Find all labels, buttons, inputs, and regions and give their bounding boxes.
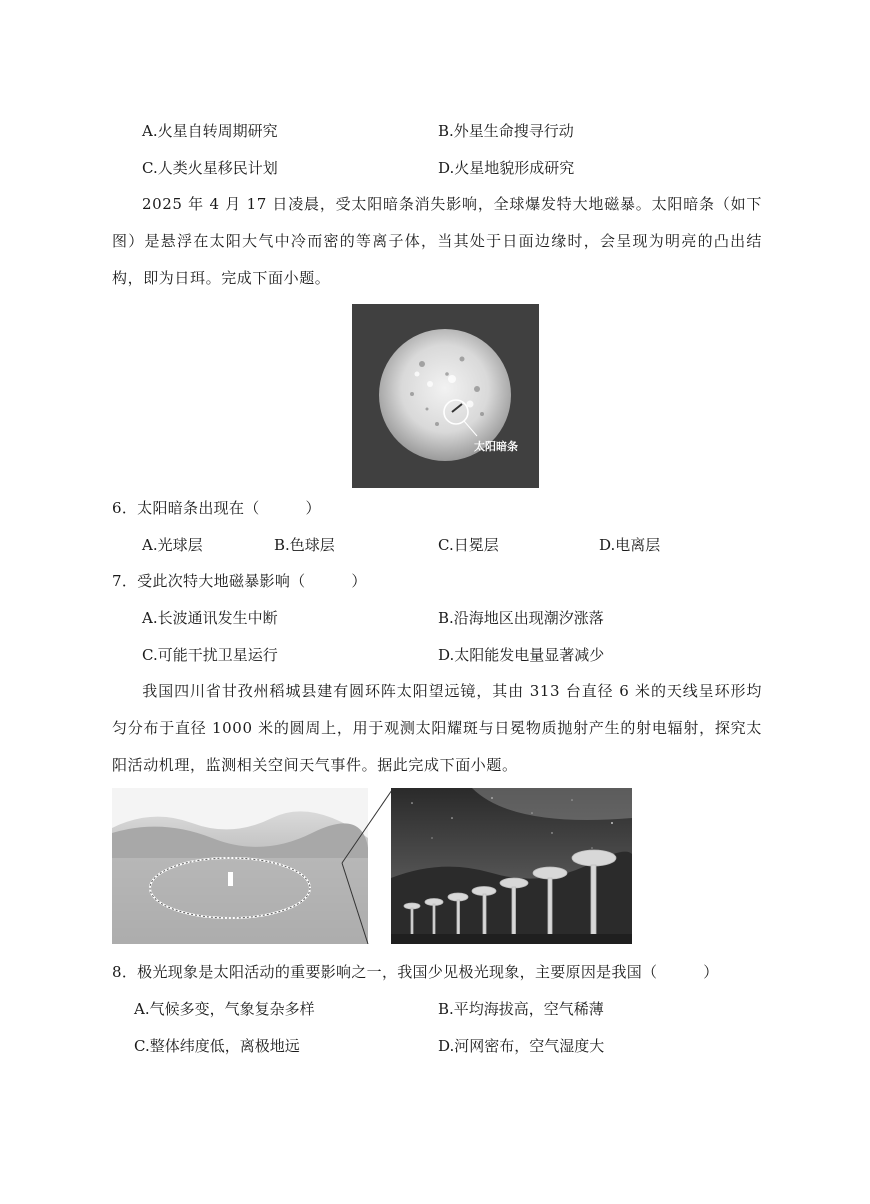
q8-stem: 8．极光现象是太阳活动的重要影响之一，我国少见极光现象，主要原因是我国（ ） bbox=[112, 963, 719, 981]
option-text: 人类火星移民计划 bbox=[157, 159, 278, 177]
figure-caption: 太阳暗条 bbox=[474, 440, 518, 453]
q6-option-b bbox=[274, 534, 335, 555]
q8-option-c bbox=[134, 1035, 300, 1056]
option-label: B. bbox=[438, 1000, 454, 1018]
q6-option-c bbox=[438, 534, 499, 555]
q8-option-b bbox=[438, 998, 604, 1019]
q6-option-a bbox=[142, 534, 203, 555]
q7-option-d bbox=[438, 644, 604, 665]
option-text: 日冕层 bbox=[453, 536, 499, 554]
option-text: 外星生命搜寻行动 bbox=[453, 122, 574, 140]
option-text: 电离层 bbox=[615, 536, 661, 554]
q8-option-a bbox=[134, 998, 315, 1019]
option-text: 河网密布，空气湿度大 bbox=[454, 1037, 605, 1055]
option-text: 火星自转周期研究 bbox=[157, 122, 278, 140]
q6-stem: 6．太阳暗条出现在（ ） bbox=[112, 499, 321, 517]
option-label: A. bbox=[142, 609, 158, 627]
q8-option-d bbox=[438, 1035, 604, 1056]
option-label: C. bbox=[142, 159, 158, 177]
option-text: 可能干扰卫星运行 bbox=[157, 646, 278, 664]
option-text: 沿海地区出现潮汐涨落 bbox=[453, 609, 604, 627]
option-text: 光球层 bbox=[157, 536, 203, 554]
q5-option-c bbox=[142, 157, 278, 178]
q7-option-a bbox=[142, 607, 278, 628]
option-label: B. bbox=[274, 536, 290, 554]
q6-option-d bbox=[599, 534, 660, 555]
q5-option-b bbox=[438, 120, 574, 141]
telescope-photos bbox=[112, 788, 632, 944]
option-label: C. bbox=[142, 646, 158, 664]
option-label: D. bbox=[438, 159, 455, 177]
option-text: 长波通讯发生中断 bbox=[157, 609, 278, 627]
intro-text: 2025 年 4 月 17 日凌晨，受太阳暗条消失影响，全球爆发特大地磁暴。太阳暗条（如下图）是悬浮在太阳大气中冷而密的等离子体，当其处于日面边缘时，会呈现为明亮的凸出结构，即为日珥。完成下面小题。 bbox=[112, 195, 762, 287]
sun-image bbox=[352, 304, 539, 488]
option-text: 色球层 bbox=[289, 536, 335, 554]
option-label: A. bbox=[142, 122, 158, 140]
q5-option-d bbox=[438, 157, 574, 178]
option-text: 火星地貌形成研究 bbox=[454, 159, 575, 177]
option-text: 气候多变，气象复杂多样 bbox=[149, 1000, 315, 1018]
q7-option-c bbox=[142, 644, 278, 665]
option-text: 太阳能发电量显著减少 bbox=[454, 646, 605, 664]
option-label: D. bbox=[438, 1037, 455, 1055]
option-text: 平均海拔高，空气稀薄 bbox=[453, 1000, 604, 1018]
sun-filament-figure bbox=[352, 304, 539, 488]
intro-paragraph-1 bbox=[112, 186, 762, 297]
option-label: D. bbox=[438, 646, 455, 664]
intro-paragraph-2 bbox=[112, 673, 762, 784]
option-label: B. bbox=[438, 122, 454, 140]
intro-text: 我国四川省甘孜州稻城县建有圆环阵太阳望远镜，其由 313 台直径 6 米的天线呈环形均匀分布于直径 1000 米的圆周上，用于观测太阳耀斑与日冕物质抛射产生的射电辐射，探究太阳活动机理，监测相关空间天气事件。据此完成下面小题。 bbox=[112, 682, 762, 774]
option-label: A. bbox=[134, 1000, 150, 1018]
option-label: D. bbox=[599, 536, 616, 554]
q7-option-b bbox=[438, 607, 604, 628]
option-label: A. bbox=[142, 536, 158, 554]
option-label: C. bbox=[134, 1037, 150, 1055]
q7-stem: 7．受此次特大地磁暴影响（ ） bbox=[112, 572, 367, 590]
option-text: 整体纬度低，离极地远 bbox=[149, 1037, 300, 1055]
option-label: C. bbox=[438, 536, 454, 554]
option-label: B. bbox=[438, 609, 454, 627]
q5-option-a bbox=[142, 120, 278, 141]
telescope-array-figure bbox=[112, 788, 632, 944]
